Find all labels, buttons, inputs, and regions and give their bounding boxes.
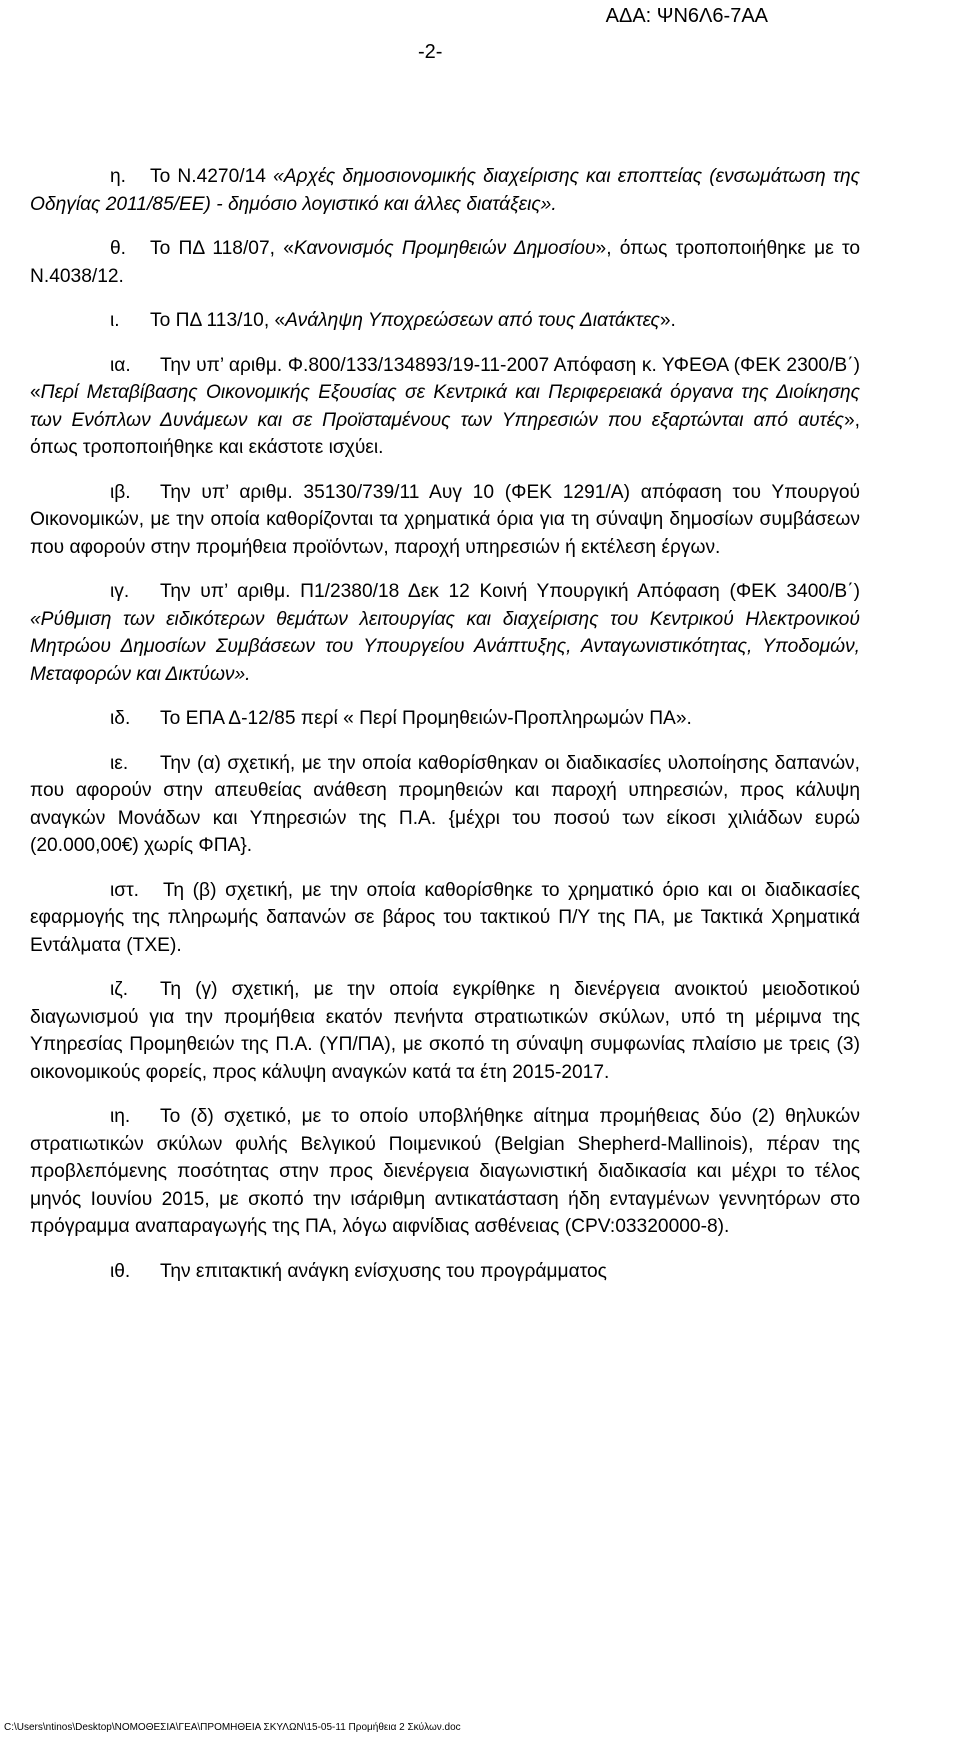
paragraph-label: ιζ. xyxy=(110,979,129,1000)
paragraph-text: ». xyxy=(659,310,676,331)
paragraph-item xyxy=(30,352,860,462)
paragraph-text: Τη (β) σχετική, με την οποία καθορίσθηκε το χρηματικό όριο και οι διαδικασίες εφαρμογής της πληρωμής δαπανών σε βάρος του τακτικού Π/Υ της ΠΑ, με Τακτικά Χρηματικά Εντάλματα (ΤΧΕ). xyxy=(30,879,860,956)
paragraph-label: ια. xyxy=(110,354,131,376)
paragraph-label: θ. xyxy=(110,238,127,259)
paragraph-italic-text: Περί Μεταβίβασης Οικονομικής Εξουσίας σε Κεντρικά και Περιφερειακά όργανα της Διοίκησης των Ενόπλων Δυνάμεων και σε Προϊσταμένους των Υπηρεσιών που εξαρτώνται από αυτές xyxy=(30,382,860,431)
paragraph-item xyxy=(30,750,860,860)
ada-header: ΑΔΑ: ΨΝ6Λ6-7ΑΑ xyxy=(605,5,768,27)
paragraph-item xyxy=(30,163,860,218)
paragraph-item xyxy=(30,307,860,335)
paragraph-text: Την επιτακτική ανάγκη ενίσχυσης του προγράμματος xyxy=(160,1260,607,1282)
paragraph-text: Την υπ’ αριθμ. Π1/2380/18 Δεκ 12 Κοινή Υπουργική Απόφαση (ΦΕΚ 3400/Β΄) xyxy=(160,581,860,602)
paragraph-label: η. xyxy=(110,166,127,187)
paragraph-text: Τη (γ) σχετική, με την οποία εγκρίθηκε η διενέργεια ανοικτού μειοδοτικού διαγωνισμού για την προμήθεια εκατόν πενήντα στρατιωτικών σκύλων, υπό τη μέριμνα της Υπηρεσίας Προμηθειών της Π.Α. (ΥΠ/ΠΑ), με σκοπό τη σύναψη συμφωνίας πλαίσιο με τρεις (3) οικονομικούς φορείς, προς κάλυψη αναγκών κατά τα έτη 2015-2017. xyxy=(30,979,860,1083)
file-path-footer: C:\Users\ntinos\Desktop\ΝΟΜΟΘΕΣΙΑ\ΓΕΑ\ΠΡΟΜΗΘΕΙΑ ΣΚΥΛΩΝ\15-05-11 Προμήθεια 2 Σκύλων.doc xyxy=(4,1722,461,1733)
paragraph-text: Το ΠΔ 118/07, « xyxy=(150,238,294,259)
paragraph-item xyxy=(30,479,860,562)
paragraph-text: », όπως τροποποιήθηκε και εκάστοτε ισχύει. xyxy=(30,409,860,458)
paragraph-item xyxy=(30,1103,860,1241)
paragraph-label: ιβ. xyxy=(110,481,131,503)
paragraph-label: ι. xyxy=(110,310,120,331)
paragraph-italic-text: «Αρχές δημοσιονομικής διαχείρισης και εποπτείας (ενσωμάτωση της Οδηγίας 2011/85/ΕΕ) - δημόσιο λογιστικό και άλλες διατάξεις». xyxy=(30,166,860,215)
paragraph-text: Το (δ) σχετικό, με το οποίο υποβλήθηκε αίτημα προμήθειας δύο (2) θηλυκών στρατιωτικών σκύλων φυλής Βελγικού Ποιμενικού (Belgian Shepherd-Mallinois), πέραν της προβλεπόμενης ποσότητας στην προς διενέργεια διαγωνιστική διαδικασία και μέχρι το τέλος μηνός Ιουνίου 2015, με σκοπό την ισάριθμη αντικατάσταση ήδη ενταγμένων γεννητόρων στο πρόγραμμα αναπαραγωγής της ΠΑ, λόγω αιφνίδιας ασθένειας (CPV:03320000-8). xyxy=(30,1106,860,1237)
paragraph-text: », όπως τροποποιήθηκε με το Ν.4038/12. xyxy=(30,238,861,287)
page-number: -2- xyxy=(418,41,443,63)
paragraph-item xyxy=(30,578,860,688)
paragraph-label: ιθ. xyxy=(110,1260,131,1282)
paragraph-item xyxy=(30,976,860,1086)
paragraph-text: Την υπ’ αριθμ. Φ.800/133/134893/19-11-2007 Απόφαση κ. ΥΦΕΘΑ (ΦΕΚ 2300/Β΄) « xyxy=(30,354,860,403)
paragraph-italic-text: Κανονισμός Προμηθειών Δημοσίου xyxy=(293,238,596,259)
paragraph-italic-text: «Ρύθμιση των ειδικότερων θεμάτων λειτουργίας και διαχείρισης του Κεντρικού Ηλεκτρονικού Μητρώου Δημοσίων Συμβάσεων του Υπουργείου Ανάπτυξης, Ανταγωνιστικότητας, Υποδομών, Μεταφορών και Δικτύων». xyxy=(30,608,860,685)
paragraph-item xyxy=(30,705,860,733)
paragraph-italic-text: Ανάληψη Υποχρεώσεων από τους Διατάκτες xyxy=(285,310,660,331)
paragraph-label: ιη. xyxy=(110,1106,131,1127)
paragraph-label: ιε. xyxy=(110,752,129,774)
paragraph-label: ιδ. xyxy=(110,708,131,729)
paragraph-text: Την (α) σχετική, με την οποία καθορίσθηκαν οι διαδικασίες υλοποίησης δαπανών, που αφορούν στην απευθείας ανάθεση προμηθειών και παροχή υπηρεσιών, προς κάλυψη αναγκών Μονάδων και Υπηρεσιών της Π.Α. {μέχρι του ποσού των είκοσι χιλιάδων ευρώ (20.000,00€) χωρίς ΦΠΑ}. xyxy=(30,752,860,856)
paragraph-item xyxy=(30,1258,860,1286)
paragraph-item xyxy=(30,877,860,960)
paragraph-item xyxy=(30,235,860,290)
paragraph-text: Το ΕΠΑ Δ-12/85 περί « Περί Προμηθειών-Προπληρωμών ΠΑ». xyxy=(160,708,692,729)
paragraph-text: Την υπ’ αριθμ. 35130/739/11 Αυγ 10 (ΦΕΚ 1291/Α) απόφαση του Υπουργού Οικονομικών, με την οποία καθορίζονται τα χρηματικά όρια για τη σύναψη δημοσίων συμβάσεων που αφορούν στην προμήθεια προϊόντων, παροχή υπηρεσιών ή εκτέλεση έργων. xyxy=(30,481,860,558)
paragraph-text: Το ΠΔ 113/10, « xyxy=(150,310,286,331)
paragraph-label: ιστ. xyxy=(110,879,140,901)
paragraph-label: ιγ. xyxy=(110,581,130,602)
document-body xyxy=(30,163,860,1302)
paragraph-text: Το Ν.4270/14 xyxy=(150,166,274,187)
